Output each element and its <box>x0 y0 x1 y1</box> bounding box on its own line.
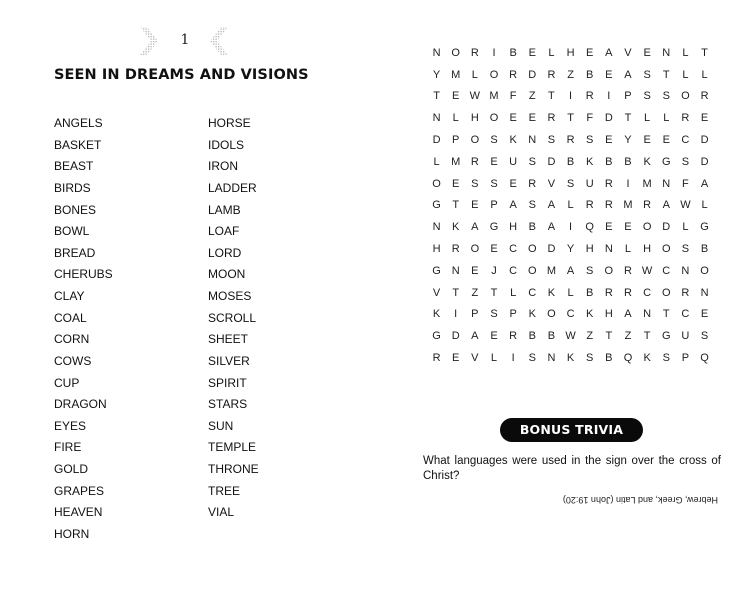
grid-letter[interactable]: W <box>680 199 691 212</box>
word-item: LADDER <box>208 180 257 195</box>
word-item: LOAF <box>208 224 240 239</box>
grid-letter[interactable]: T <box>605 330 613 343</box>
grid-letter[interactable]: D <box>604 112 613 125</box>
grid-letter[interactable]: K <box>566 352 575 365</box>
word-item: VIAL <box>208 505 235 520</box>
grid-letter[interactable]: S <box>586 264 594 277</box>
grid-letter[interactable]: G <box>489 221 499 234</box>
grid-letter[interactable]: K <box>432 308 441 321</box>
word-item: SPIRIT <box>208 375 247 390</box>
grid-letter[interactable]: R <box>547 68 556 81</box>
grid-row <box>427 325 714 347</box>
grid-row <box>427 304 714 326</box>
word-item: CHERUBS <box>54 267 113 282</box>
chevron-left-icon <box>208 26 230 56</box>
grid-letter[interactable]: D <box>700 134 709 147</box>
grid-letter[interactable]: P <box>509 308 517 321</box>
word-item: ANGELS <box>54 116 103 130</box>
word-item: BOWL <box>54 224 90 239</box>
grid-letter[interactable]: H <box>643 243 652 256</box>
grid-letter[interactable]: N <box>547 352 556 365</box>
grid-letter[interactable]: I <box>607 90 611 103</box>
grid-letter[interactable]: C <box>528 286 537 299</box>
grid-letter[interactable]: O <box>642 221 652 234</box>
grid-letter[interactable]: A <box>662 199 670 212</box>
word-item: MOON <box>208 267 246 282</box>
grid-letter[interactable]: B <box>605 155 613 168</box>
word-item: FIRE <box>54 440 82 455</box>
grid-letter[interactable]: W <box>565 330 576 343</box>
grid-letter[interactable]: I <box>569 90 573 103</box>
grid-letter[interactable]: S <box>700 330 709 343</box>
grid-letter[interactable]: L <box>433 155 440 168</box>
grid-letter[interactable]: Q <box>623 352 633 365</box>
grid-letter[interactable]: C <box>566 308 575 321</box>
grid-letter[interactable]: H <box>432 243 441 256</box>
grid-letter[interactable]: B <box>586 286 594 299</box>
word-item: TEMPLE <box>208 440 257 455</box>
grid-letter[interactable]: N <box>681 264 690 277</box>
grid-row <box>427 260 714 282</box>
grid-letter[interactable]: E <box>490 330 498 343</box>
grid-letter[interactable]: N <box>432 46 441 59</box>
grid-letter[interactable]: N <box>643 308 652 321</box>
grid-letter[interactable]: O <box>489 68 499 81</box>
grid-letter[interactable]: B <box>586 68 594 81</box>
grid-letter[interactable]: V <box>624 46 632 59</box>
grid-letter[interactable]: Y <box>566 243 575 256</box>
grid-letter[interactable]: N <box>432 221 441 234</box>
grid-letter[interactable]: T <box>662 308 670 321</box>
grid-letter[interactable]: E <box>605 134 613 147</box>
grid-letter[interactable]: R <box>509 330 518 343</box>
grid-letter[interactable]: E <box>586 46 594 59</box>
grid-letter[interactable]: R <box>643 199 652 212</box>
grid-letter[interactable]: A <box>700 177 709 190</box>
grid-row <box>427 129 714 151</box>
grid-letter[interactable]: K <box>586 155 594 168</box>
grid-row <box>427 107 714 129</box>
word-search-grid <box>427 42 714 369</box>
grid-letter[interactable]: L <box>567 199 574 212</box>
grid-letter[interactable]: O <box>527 264 537 277</box>
grid-letter[interactable]: A <box>547 221 556 234</box>
word-item: STARS <box>208 397 248 412</box>
grid-letter[interactable]: A <box>624 68 632 81</box>
grid-letter[interactable]: B <box>566 155 575 168</box>
grid-letter[interactable]: E <box>528 46 536 59</box>
grid-letter[interactable]: H <box>604 308 613 321</box>
grid-letter[interactable]: L <box>701 68 708 81</box>
grid-letter[interactable]: C <box>662 264 671 277</box>
word-item: IRON <box>208 159 238 174</box>
grid-letter[interactable]: T <box>433 90 440 103</box>
grid-letter[interactable]: B <box>624 155 632 168</box>
grid-letter[interactable]: R <box>681 112 690 125</box>
grid-letter[interactable]: O <box>700 264 709 277</box>
grid-letter[interactable]: L <box>567 286 574 299</box>
grid-letter[interactable]: R <box>624 264 632 277</box>
grid-letter[interactable]: E <box>509 112 517 125</box>
grid-letter[interactable]: O <box>432 177 441 190</box>
grid-letter[interactable]: N <box>700 286 709 299</box>
grid-letter[interactable]: R <box>566 134 575 147</box>
grid-letter[interactable]: R <box>604 286 613 299</box>
grid-letter[interactable]: O <box>681 90 690 103</box>
word-item: HEAVEN <box>54 505 103 520</box>
grid-letter[interactable]: R <box>585 90 594 103</box>
grid-letter[interactable]: T <box>567 112 574 125</box>
grid-letter[interactable]: R <box>585 199 594 212</box>
grid-letter[interactable]: O <box>489 112 499 125</box>
grid-row <box>427 238 714 260</box>
grid-letter[interactable]: U <box>681 330 690 343</box>
grid-letter[interactable]: K <box>509 134 517 147</box>
grid-letter[interactable]: E <box>643 46 651 59</box>
word-item: GOLD <box>54 462 89 476</box>
grid-letter[interactable]: S <box>528 352 536 365</box>
grid-letter[interactable]: E <box>452 177 460 190</box>
grid-letter[interactable]: T <box>490 286 498 299</box>
word-item: LORD <box>208 245 242 260</box>
word-item: EYES <box>54 418 87 433</box>
grid-letter[interactable]: A <box>547 199 556 212</box>
grid-letter[interactable]: I <box>492 46 496 59</box>
grid-letter[interactable]: Q <box>585 221 594 234</box>
grid-letter[interactable]: R <box>509 68 518 81</box>
grid-letter[interactable]: M <box>489 90 499 103</box>
grid-letter[interactable]: S <box>490 177 498 190</box>
word-item: CUP <box>54 375 80 390</box>
grid-letter[interactable]: L <box>682 68 689 81</box>
grid-letter[interactable]: T <box>452 199 460 212</box>
puzzle-title: SEEN IN DREAMS AND VISIONS <box>54 67 309 83</box>
word-item: CORN <box>54 332 90 347</box>
grid-letter[interactable]: N <box>528 134 537 147</box>
grid-letter[interactable]: S <box>490 308 498 321</box>
grid-letter[interactable]: T <box>662 68 670 81</box>
grid-letter[interactable]: I <box>454 308 458 321</box>
grid-letter[interactable]: A <box>471 330 479 343</box>
grid-letter[interactable]: J <box>491 264 497 277</box>
word-item: LAMB <box>208 202 241 217</box>
word-item: HORSE <box>208 116 251 130</box>
grid-letter[interactable]: O <box>527 243 537 256</box>
grid-letter[interactable]: N <box>432 112 441 125</box>
grid-letter[interactable]: U <box>585 177 594 190</box>
grid-letter[interactable]: M <box>451 68 461 81</box>
grid-letter[interactable]: E <box>700 308 709 321</box>
grid-row <box>427 173 714 195</box>
grid-row <box>427 42 714 64</box>
grid-letter[interactable]: U <box>509 155 518 168</box>
word-item: BEAST <box>54 159 94 174</box>
grid-letter[interactable]: L <box>663 112 670 125</box>
grid-letter[interactable]: F <box>682 177 689 190</box>
grid-letter[interactable]: R <box>432 352 441 365</box>
grid-letter[interactable]: G <box>661 330 671 343</box>
grid-letter[interactable]: B <box>528 221 536 234</box>
grid-letter[interactable]: S <box>528 155 536 168</box>
grid-letter[interactable]: N <box>604 243 613 256</box>
grid-letter[interactable]: S <box>586 352 594 365</box>
grid-letter[interactable]: M <box>546 264 556 277</box>
grid-row <box>427 347 714 369</box>
word-item: COAL <box>54 310 87 325</box>
bonus-trivia-answer: Hebrew, Greek, and Latin (John 19:20) <box>562 495 718 505</box>
grid-letter[interactable]: Z <box>586 330 594 343</box>
grid-letter[interactable]: G <box>661 155 671 168</box>
grid-letter[interactable]: E <box>471 264 479 277</box>
grid-letter[interactable]: B <box>605 352 613 365</box>
grid-letter[interactable]: L <box>548 46 555 59</box>
grid-letter[interactable]: R <box>470 155 479 168</box>
grid-letter[interactable]: K <box>586 308 594 321</box>
grid-letter[interactable]: I <box>626 177 630 190</box>
grid-letter[interactable]: T <box>701 46 708 59</box>
grid-letter[interactable]: N <box>662 177 671 190</box>
grid-letter[interactable]: L <box>510 286 517 299</box>
word-item: HORN <box>54 526 90 541</box>
grid-letter[interactable]: E <box>452 352 460 365</box>
grid-row <box>427 151 714 173</box>
grid-letter[interactable]: S <box>471 177 479 190</box>
grid-letter[interactable]: N <box>662 46 671 59</box>
grid-letter[interactable]: T <box>452 286 460 299</box>
grid-row <box>427 64 714 86</box>
grid-letter[interactable]: G <box>432 264 441 277</box>
grid-letter[interactable]: G <box>432 330 441 343</box>
grid-letter[interactable]: L <box>490 352 498 365</box>
word-item: GRAPES <box>54 483 105 498</box>
grid-letter[interactable]: L <box>624 243 632 256</box>
grid-letter[interactable]: C <box>681 308 690 321</box>
word-item: IDOLS <box>208 137 245 152</box>
grid-letter[interactable]: A <box>624 308 632 321</box>
grid-letter[interactable]: O <box>470 243 480 256</box>
grid-letter[interactable]: R <box>624 286 632 299</box>
grid-letter[interactable]: V <box>432 286 441 299</box>
grid-letter[interactable]: D <box>547 155 556 168</box>
word-item: SCROLL <box>208 310 257 325</box>
word-item: BREAD <box>54 245 96 260</box>
grid-row <box>427 282 714 304</box>
grid-letter[interactable]: R <box>547 112 556 125</box>
word-item: THRONE <box>208 462 259 476</box>
word-list-column-2 <box>208 114 259 525</box>
grid-letter[interactable]: A <box>605 46 613 59</box>
grid-letter[interactable]: E <box>700 112 709 125</box>
grid-letter[interactable]: F <box>586 112 594 125</box>
grid-row <box>427 216 714 238</box>
grid-letter[interactable]: R <box>470 46 479 59</box>
grid-letter[interactable]: C <box>509 243 518 256</box>
grid-letter[interactable]: S <box>566 177 575 190</box>
grid-letter[interactable]: L <box>452 112 459 125</box>
grid-letter[interactable]: G <box>432 199 441 212</box>
grid-letter[interactable]: W <box>469 90 481 103</box>
grid-letter[interactable]: E <box>452 90 460 103</box>
grid-letter[interactable]: O <box>661 286 671 299</box>
grid-letter[interactable]: V <box>471 352 479 365</box>
grid-letter[interactable]: E <box>662 134 670 147</box>
grid-letter[interactable]: E <box>643 134 651 147</box>
grid-letter[interactable]: S <box>547 134 556 147</box>
grid-letter[interactable]: F <box>509 90 517 103</box>
grid-letter[interactable]: S <box>681 155 690 168</box>
grid-letter[interactable]: W <box>641 264 653 277</box>
chevron-right-icon <box>138 26 160 56</box>
grid-letter[interactable]: Z <box>471 286 479 299</box>
grid-letter[interactable]: A <box>509 199 517 212</box>
grid-letter[interactable]: E <box>471 199 479 212</box>
grid-letter[interactable]: S <box>681 243 690 256</box>
grid-letter[interactable]: H <box>470 112 479 125</box>
grid-letter[interactable]: O <box>604 264 614 277</box>
grid-letter[interactable]: S <box>662 352 670 365</box>
grid-letter[interactable]: S <box>643 68 651 81</box>
grid-letter[interactable]: S <box>490 134 498 147</box>
grid-letter[interactable]: D <box>528 68 537 81</box>
grid-letter[interactable]: K <box>643 352 651 365</box>
word-item: BONES <box>54 202 97 217</box>
grid-letter[interactable]: R <box>604 177 613 190</box>
grid-letter[interactable]: B <box>700 243 709 256</box>
grid-letter[interactable]: A <box>471 221 479 234</box>
page-number: 1 <box>180 32 190 48</box>
grid-letter[interactable]: P <box>471 308 479 321</box>
grid-letter[interactable]: E <box>528 112 536 125</box>
grid-letter[interactable]: C <box>643 286 652 299</box>
grid-letter[interactable]: O <box>547 308 556 321</box>
word-item: SHEET <box>208 332 249 347</box>
grid-letter[interactable]: Y <box>624 134 632 147</box>
grid-letter[interactable]: L <box>644 112 651 125</box>
grid-letter[interactable]: P <box>624 90 632 103</box>
grid-letter[interactable]: H <box>585 243 594 256</box>
grid-letter[interactable]: I <box>569 221 573 234</box>
grid-letter[interactable]: L <box>682 221 689 234</box>
grid-letter[interactable]: S <box>662 90 670 103</box>
grid-letter[interactable]: K <box>528 308 536 321</box>
word-item: BASKET <box>54 137 102 152</box>
word-item: DRAGON <box>54 397 107 412</box>
grid-letter[interactable]: E <box>490 155 498 168</box>
grid-row <box>427 86 714 108</box>
grid-letter[interactable]: O <box>661 243 671 256</box>
word-item: MOSES <box>208 289 252 303</box>
grid-letter[interactable]: S <box>643 90 651 103</box>
grid-letter[interactable]: I <box>511 352 515 365</box>
grid-letter[interactable]: R <box>604 199 613 212</box>
grid-letter[interactable]: B <box>528 330 536 343</box>
grid-letter[interactable]: Y <box>432 68 441 81</box>
grid-letter[interactable]: T <box>643 330 651 343</box>
grid-letter[interactable]: V <box>547 177 556 190</box>
grid-letter[interactable]: Z <box>624 330 632 343</box>
grid-letter[interactable]: Q <box>700 352 709 365</box>
grid-letter[interactable]: L <box>701 199 708 212</box>
grid-letter[interactable]: T <box>624 112 632 125</box>
grid-letter[interactable]: M <box>642 177 652 190</box>
grid-letter[interactable]: C <box>681 134 690 147</box>
grid-row <box>427 195 714 217</box>
grid-letter[interactable]: O <box>451 46 460 59</box>
word-item: SILVER <box>208 353 250 368</box>
grid-letter[interactable]: E <box>490 243 498 256</box>
word-item: CLAY <box>54 289 85 303</box>
grid-letter[interactable]: A <box>566 264 575 277</box>
grid-letter[interactable]: B <box>547 330 556 343</box>
grid-letter[interactable]: Z <box>567 68 574 81</box>
grid-letter[interactable]: H <box>509 221 518 234</box>
grid-letter[interactable]: Z <box>528 90 536 103</box>
grid-letter[interactable]: K <box>547 286 556 299</box>
grid-letter[interactable]: O <box>470 134 480 147</box>
grid-letter[interactable]: E <box>605 68 613 81</box>
word-item: SUN <box>208 418 234 433</box>
word-item: TREE <box>208 483 241 498</box>
grid-letter[interactable]: P <box>490 199 498 212</box>
grid-letter[interactable]: D <box>662 221 671 234</box>
grid-letter[interactable]: D <box>700 155 709 168</box>
grid-letter[interactable]: E <box>605 221 613 234</box>
grid-letter[interactable]: L <box>682 46 689 59</box>
grid-letter[interactable]: L <box>471 68 478 81</box>
grid-letter[interactable]: G <box>700 221 709 234</box>
grid-letter[interactable]: D <box>451 330 460 343</box>
grid-letter[interactable]: M <box>623 199 633 212</box>
grid-letter[interactable]: E <box>509 177 517 190</box>
grid-letter[interactable]: E <box>624 221 632 234</box>
bonus-trivia-question: What languages were used in the sign over the cross of Christ? <box>423 455 721 482</box>
grid-letter[interactable]: D <box>547 243 556 256</box>
grid-letter[interactable]: S <box>586 134 594 147</box>
grid-letter[interactable]: R <box>681 286 690 299</box>
word-item: COWS <box>54 353 92 368</box>
grid-letter[interactable]: K <box>643 155 651 168</box>
grid-letter[interactable]: R <box>700 90 709 103</box>
grid-letter[interactable]: P <box>681 352 690 365</box>
word-list-column-1 <box>54 114 113 547</box>
page-number-header <box>138 24 232 58</box>
grid-letter[interactable]: K <box>452 221 460 234</box>
grid-letter[interactable]: C <box>509 264 518 277</box>
grid-letter[interactable]: S <box>528 199 536 212</box>
grid-letter[interactable]: M <box>451 155 461 168</box>
grid-letter[interactable]: D <box>432 134 441 147</box>
grid-letter[interactable]: R <box>451 243 460 256</box>
grid-letter[interactable]: N <box>451 264 460 277</box>
bonus-trivia-badge: BONUS TRIVIA <box>500 418 643 442</box>
grid-letter[interactable]: T <box>548 90 555 103</box>
grid-letter[interactable]: H <box>566 46 575 59</box>
grid-letter[interactable]: B <box>509 46 517 59</box>
grid-letter[interactable]: R <box>528 177 537 190</box>
grid-letter[interactable]: P <box>452 134 460 147</box>
word-item: BIRDS <box>54 180 91 195</box>
